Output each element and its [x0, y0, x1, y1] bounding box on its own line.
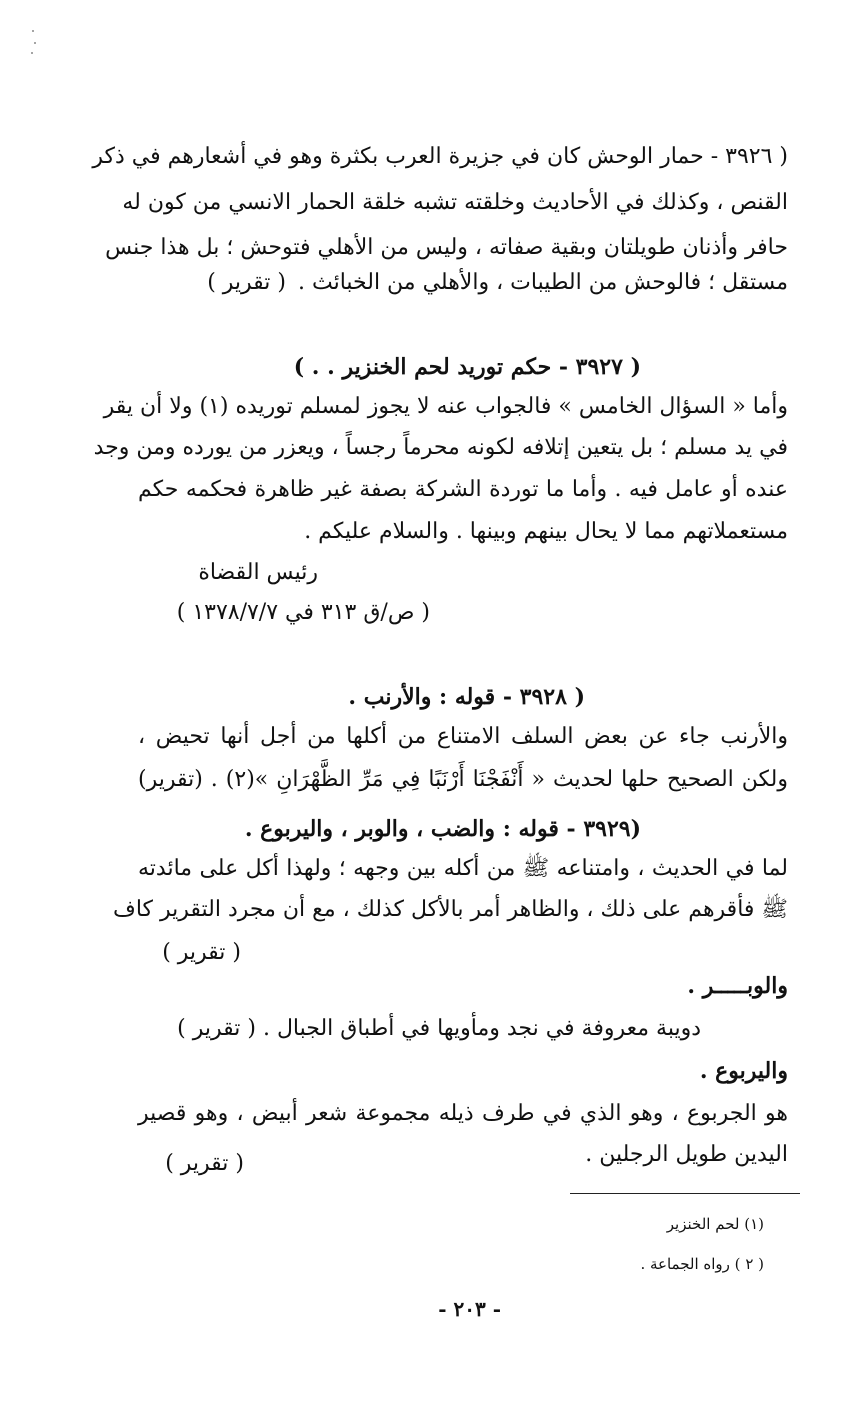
wabr-heading: والوبـــــر .: [687, 973, 788, 999]
footnote-divider: [570, 1193, 800, 1194]
section-3929-line-2: ﷺ فأقرهم على ذلك ، والظاهر أمر بالأكل كذلك ، مع أن مجرد التقرير كاف: [113, 897, 788, 922]
wabr-text: دويبة معروفة في نجد ومأويها في أطباق الجبال . ( تقرير ): [177, 1016, 701, 1041]
section-3928-line-2: ولكن الصحيح حلها لحديث « أَنْفَجْنَا أَرْنَبًا فِي مَرِّ الظَّهْرَانِ »(٢) . (تقرير): [138, 767, 788, 792]
scan-specks: [28, 28, 40, 68]
footnote-2: ( ٢ ) رواه الجماعة .: [640, 1255, 764, 1273]
section-3928-heading: ( ٣٩٢٨ - قوله : والأرنب .: [348, 684, 585, 710]
yarbu-line-2: اليدين طويل الرجلين .: [585, 1142, 788, 1167]
section-3926-tag: ( تقرير ): [207, 270, 286, 295]
section-3927-line-4: مستعملاتهم مما لا يحال بينهم وبينها . والسلام عليكم .: [304, 519, 788, 544]
section-3926-line-2: القنص ، وكذلك في الأحاديث وخلقته تشبه خلقة الحمار الانسي من كون له: [122, 190, 788, 215]
yarbu-heading: واليربوع .: [699, 1058, 788, 1084]
section-3926-line-3: حافر وأذنان طويلتان وبقية صفاته ، وليس من الأهلي فتوحش ؛ بل هذا جنس: [105, 235, 788, 260]
section-3926-line-1: ( ٣٩٢٦ - حمار الوحش كان في جزيرة العرب بكثرة وهو في أشعارهم في ذكر: [92, 144, 788, 169]
section-3927-line-2: في يد مسلم ؛ بل يتعين إتلافه لكونه محرماً رجساً ، ويعزر من يورده ومن وجد: [93, 435, 788, 460]
section-3928-line-1: والأرنب جاء عن بعض السلف الامتناع من أكلها من أجل أنها تحيض ،: [138, 724, 788, 749]
section-3926-line-4: مستقل ؛ فالوحش من الطيبات ، والأهلي من الخبائث .: [297, 270, 788, 295]
page-number: - ٢٠٣ -: [438, 1297, 501, 1321]
section-3927-line-1: وأما « السؤال الخامس » فالجواب عنه لا يجوز لمسلم توريده (١) ولا أن يقر: [103, 394, 788, 419]
section-3929-line-1: لما في الحديث ، وامتناعه ﷺ من أكله بين وجهه ؛ ولهذا أكل على مائدته: [138, 856, 788, 881]
reference: ( ص/ق ٣١٣ في ١٣٧٨/٧/٧ ): [176, 600, 430, 625]
section-3929-tag: ( تقرير ): [162, 940, 241, 965]
yarbu-line-1: هو الجربوع ، وهو الذي في طرف ذيله مجموعة شعر أبيض ، وهو قصير: [138, 1101, 788, 1126]
signature: رئيس القضاة: [198, 560, 318, 585]
yarbu-tag: ( تقرير ): [165, 1151, 244, 1176]
section-3927-heading: ( ٣٩٢٧ - حكم توريد لحم الخنزير . . ): [293, 354, 641, 380]
section-3929-heading: (٣٩٢٩ - قوله : والضب ، والوبر ، واليربوع .: [244, 816, 641, 842]
section-3927-line-3: عنده أو عامل فيه . وأما ما توردة الشركة بصفة غير ظاهرة فحكمه حكم: [138, 477, 789, 502]
footnote-1: (١) لحم الخنزير: [666, 1215, 764, 1233]
